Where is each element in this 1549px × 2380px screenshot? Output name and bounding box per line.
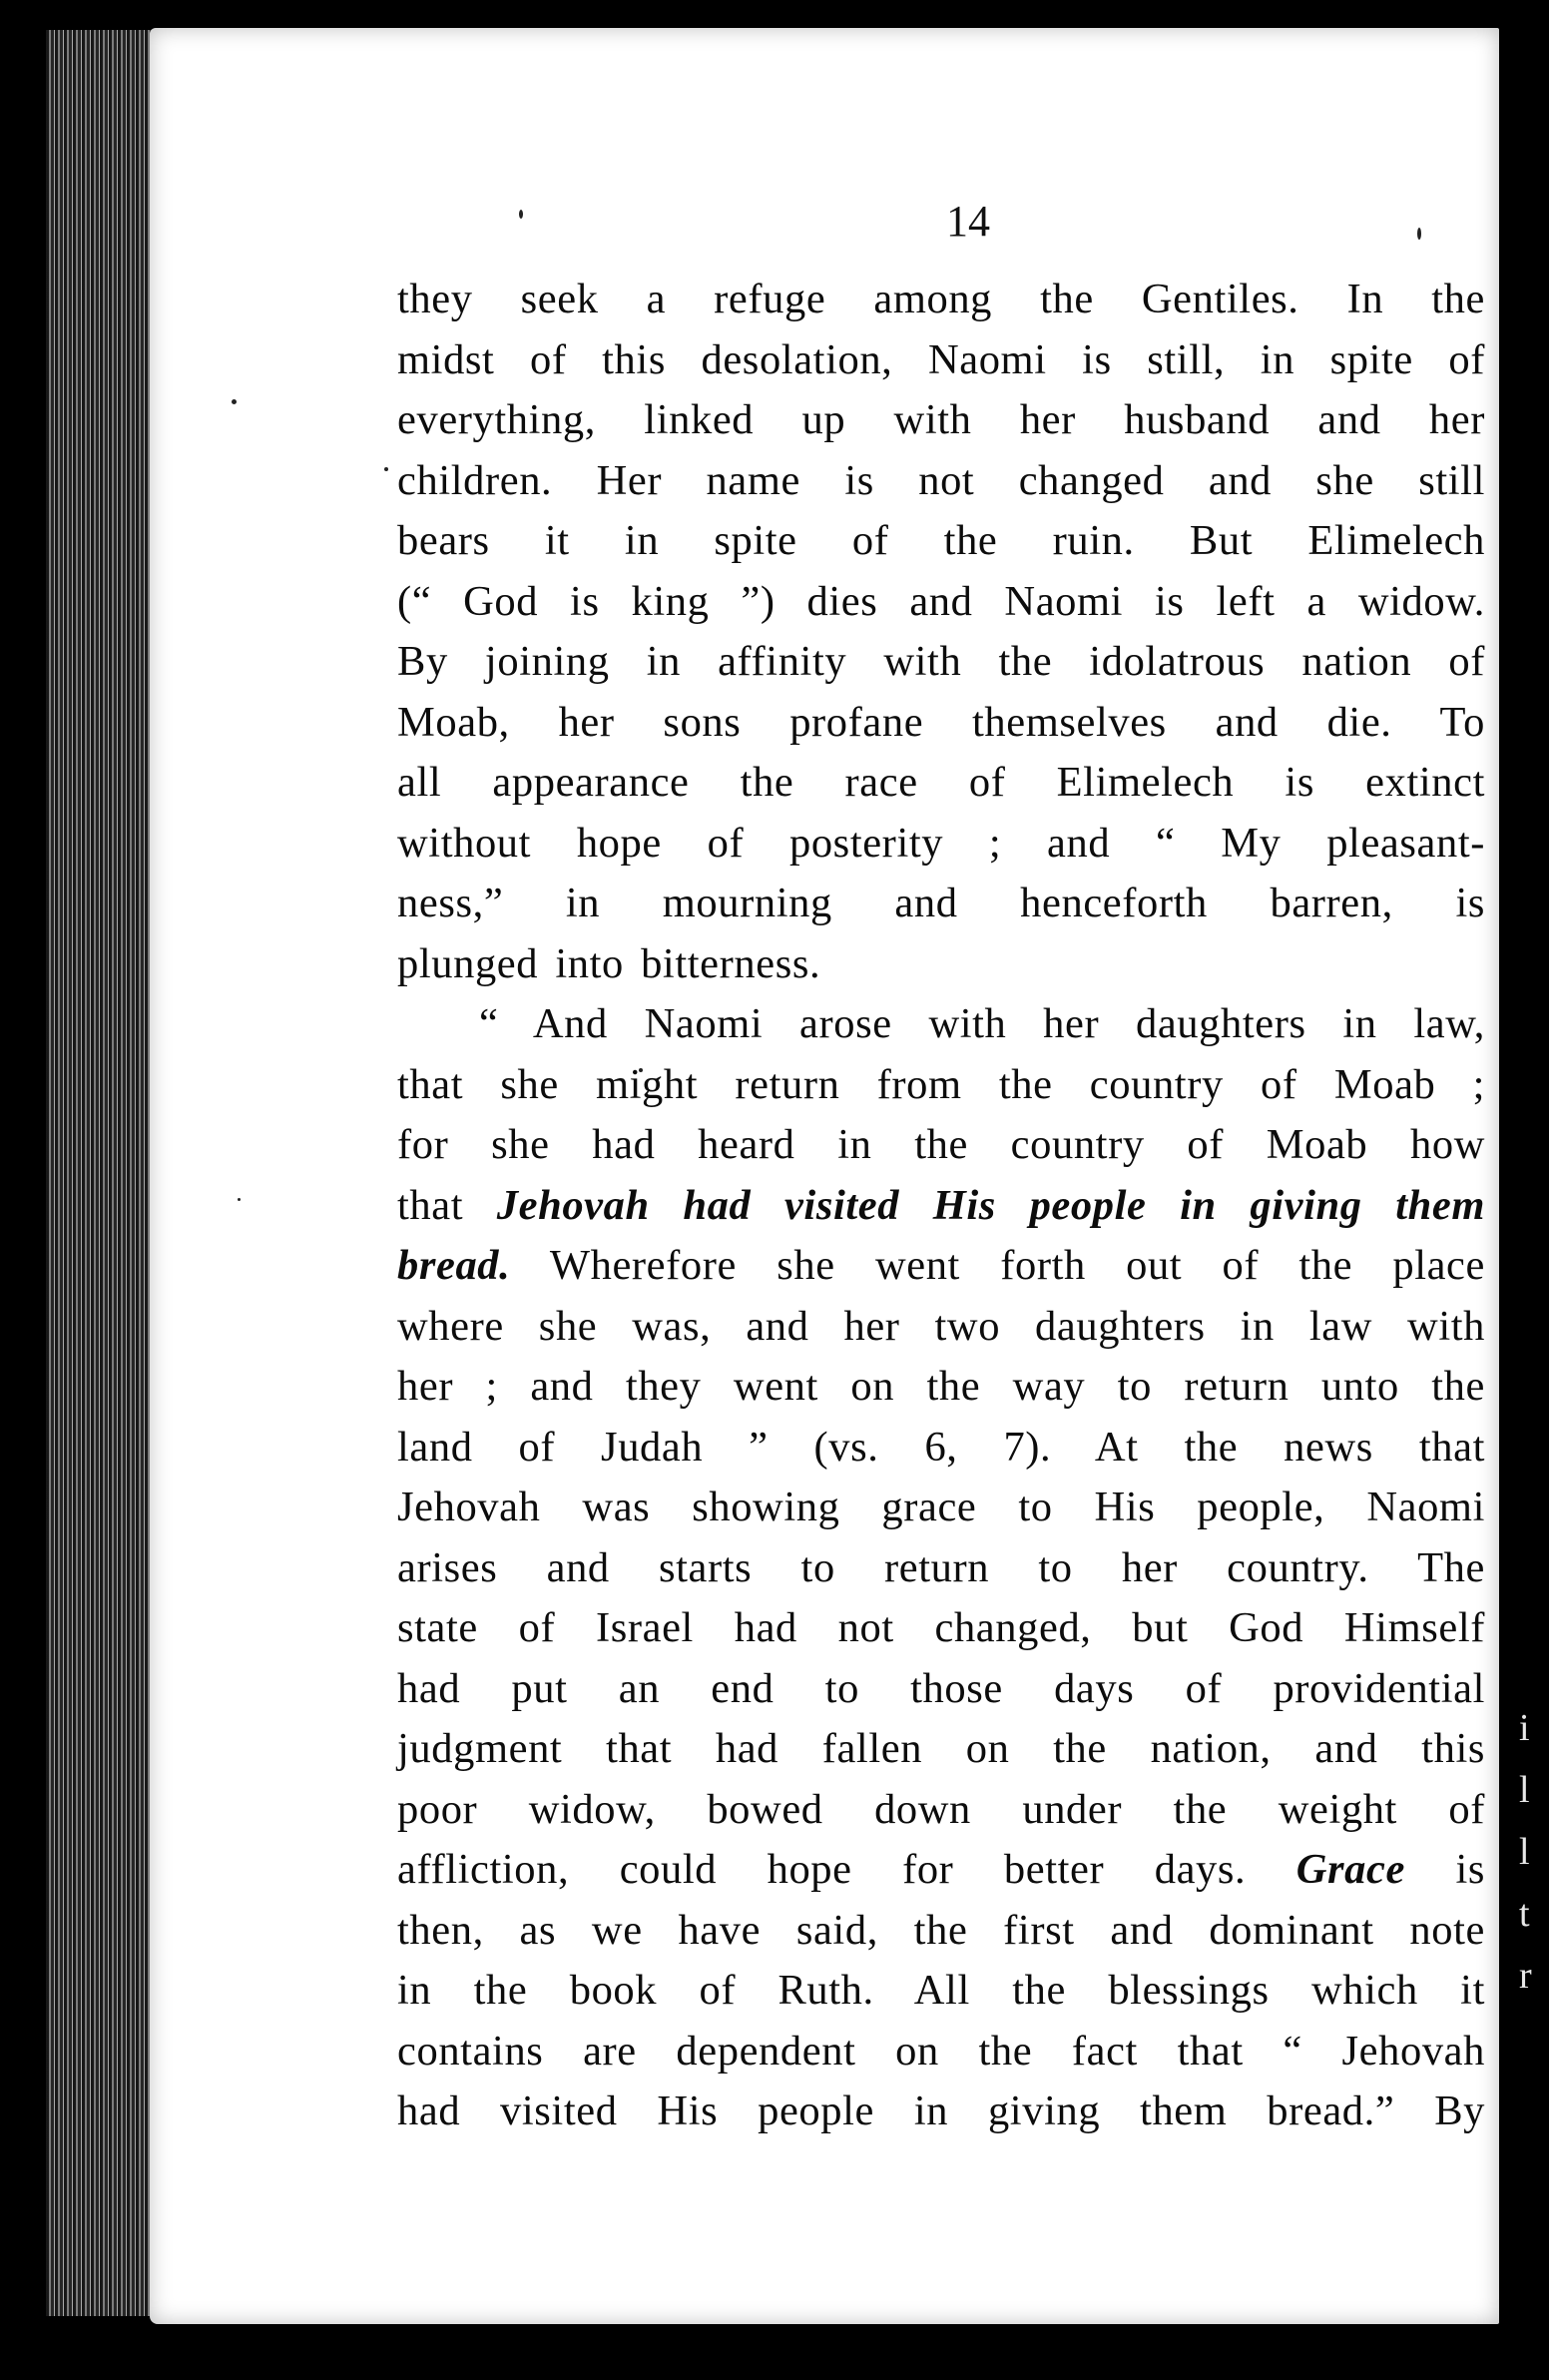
text-line: children. Her name is not changed and she still	[397, 456, 1485, 504]
text-line: poor widow, bowed down under the weight of	[397, 1785, 1485, 1833]
text-line: had visited His people in giving them bread.” By	[397, 2087, 1485, 2134]
speck	[232, 399, 237, 404]
italic-quote: bread.	[397, 1242, 511, 1289]
speck	[384, 467, 388, 471]
text-line: everything, linked up with her husband and her	[397, 396, 1485, 443]
book-page-edges	[46, 30, 156, 2316]
speck	[1417, 228, 1421, 240]
text-line: judgment that had fallen on the nation, and this	[397, 1725, 1485, 1772]
text-line: had put an end to those days of providential	[397, 1664, 1485, 1712]
speck	[238, 1198, 241, 1201]
body-text	[397, 270, 1485, 2142]
text-line: where she was, and her two daughters in law with	[397, 1302, 1485, 1350]
text-line: her ; and they went on the way to return unto the	[397, 1363, 1485, 1410]
text-line: “ And Naomi arose with her daughters in law,	[479, 1000, 1485, 1047]
text-line: without hope of posterity ; and “ My pleasant-	[397, 819, 1485, 867]
page-number: 14	[946, 197, 990, 246]
speck	[519, 210, 523, 219]
text-line: arises and starts to return to her country. The	[397, 1543, 1485, 1591]
text-line: Jehovah was showing grace to His people, Naomi	[397, 1484, 1485, 1530]
text-line: plunged into bitterness.	[397, 939, 821, 987]
text-line: in the book of Ruth. All the blessings which it	[397, 1967, 1485, 2014]
text-line: all appearance the race of Elimelech is extinct	[397, 759, 1485, 806]
text-line: bread. Wherefore she went forth out of the place	[397, 1242, 1485, 1289]
text-line: (“ God is king ”) dies and Naomi is left a widow.	[397, 577, 1485, 625]
facing-page-bleed: i l l t r	[1519, 1707, 1532, 1997]
text-line: midst of this desolation, Naomi is still, in spite of	[397, 335, 1485, 383]
text-line: Moab, her sons profane themselves and die. To	[397, 698, 1485, 746]
text-line: they seek a refuge among the Gentiles. In the	[397, 276, 1485, 322]
text-line: for she had heard in the country of Moab how	[397, 1121, 1485, 1168]
italic-word: Grace	[1295, 1846, 1405, 1893]
text-line: land of Judah ” (vs. 6, 7). At the news that	[397, 1423, 1485, 1471]
text-line: ness,” in mourning and henceforth barren, is	[397, 880, 1485, 926]
text-line: that she might return from the country of Moab ;	[397, 1060, 1485, 1108]
text-line: By joining in affinity with the idolatrous nation of	[397, 638, 1485, 685]
text-line: affliction, could hope for better days. Grace is	[397, 1846, 1485, 1893]
text-line: contains are dependent on the fact that “ Jehovah	[397, 2027, 1485, 2075]
italic-quote: Jehovah had visited His people in giving them	[496, 1181, 1485, 1229]
text-line: then, as we have said, the first and dominant note	[397, 1906, 1485, 1954]
text-line: state of Israel had not changed, but God Himself	[397, 1604, 1485, 1651]
text-line: bears it in spite of the ruin. But Elimelech	[397, 517, 1485, 564]
text-line: that Jehovah had visited His people in giving them	[397, 1181, 1485, 1229]
